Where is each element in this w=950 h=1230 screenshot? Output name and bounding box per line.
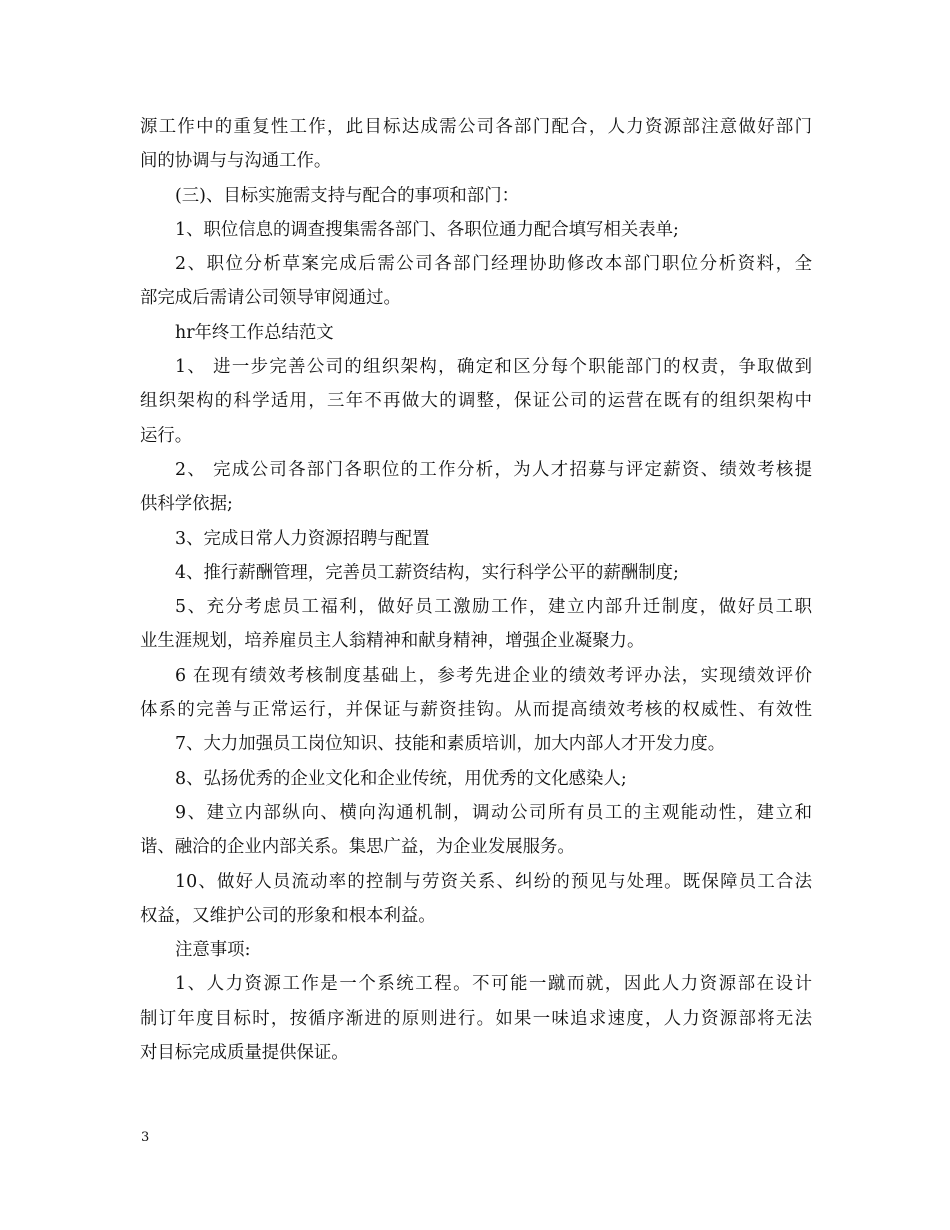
list-item: 2、职位分析草案完成后需公司各部门经理协助修改本部门职位分析资料，全 [175, 254, 812, 275]
text-line: 业生涯规划，培养雇员主人翁精神和献身精神，增强企业凝聚力。 [140, 631, 645, 652]
list-item: 9、建立内部纵向、横向沟通机制，调动公司所有员工的主观能动性，建立和 [175, 802, 812, 823]
section-heading: (三)、目标实施需支持与配合的事项和部门： [175, 185, 519, 206]
list-item: 1、人力资源工作是一个系统工程。不可能一蹴而就，因此人力资源部在设计 [175, 974, 812, 995]
list-item: 3、完成日常人力资源招聘与配置 [175, 528, 430, 549]
list-item: 10、做好人员流动率的控制与劳资关系、纠纷的预见与处理。既保障员工合法 [175, 871, 812, 892]
list-item: 1、 进一步完善公司的组织架构，确定和区分每个职能部门的权责，争取做到 [175, 357, 812, 378]
list-item: 7、大力加强员工岗位知识、技能和素质培训，加大内部人才开发力度。 [175, 734, 726, 755]
text-line: 源工作中的重复性工作，此目标达成需公司各部门配合，人力资源部注意做好部门 [140, 117, 812, 137]
text-line: 间的协调与与沟通工作。 [140, 151, 332, 172]
text-line: 权益，又维护公司的形象和根本利益。 [140, 905, 436, 926]
text-line: 组织架构的科学适用，三年不再做大的调整，保证公司的运营在既有的组织架构中 [140, 391, 812, 412]
page-number: 3 [141, 1130, 150, 1145]
list-item: 2、 完成公司各部门各职位的工作分析，为人才招募与评定薪资、绩效考核提 [175, 459, 812, 480]
text-line: 运行。 [140, 425, 193, 446]
text-line: 制订年度目标时，按循序渐进的原则进行。如果一味追求速度，人力资源部将无法 [140, 1008, 812, 1029]
list-item: 4、推行薪酬管理，完善员工薪资结构，实行科学公平的薪酬制度; [175, 562, 679, 583]
text-line: 部完成后需请公司领导审阅通过。 [140, 288, 401, 309]
text-line: 体系的完善与正常运行，并保证与薪资挂钩。从而提高绩效考核的权威性、有效性 [140, 700, 812, 721]
text-line: 供科学依据; [140, 494, 233, 515]
section-heading: 注意事项: [175, 940, 251, 961]
list-item: 1、职位信息的调查搜集需各部门、各职位通力配合填写相关表单; [175, 219, 679, 240]
list-item: 8、弘扬优秀的企业文化和企业传统，用优秀的文化感染人; [175, 768, 627, 789]
list-item: 6 在现有绩效考核制度基础上，参考先进企业的绩效考评办法，实现绩效评价 [175, 665, 812, 686]
list-item: 5、充分考虑员工福利，做好员工激励工作，建立内部升迁制度，做好员工职 [175, 597, 812, 618]
text-line: 对目标完成质量提供保证。 [140, 1043, 349, 1064]
document-body [140, 110, 812, 1070]
section-heading: hr年终工作总结范文 [175, 322, 334, 343]
text-line: 谐、融洽的企业内部关系。集思广益，为企业发展服务。 [140, 837, 575, 858]
